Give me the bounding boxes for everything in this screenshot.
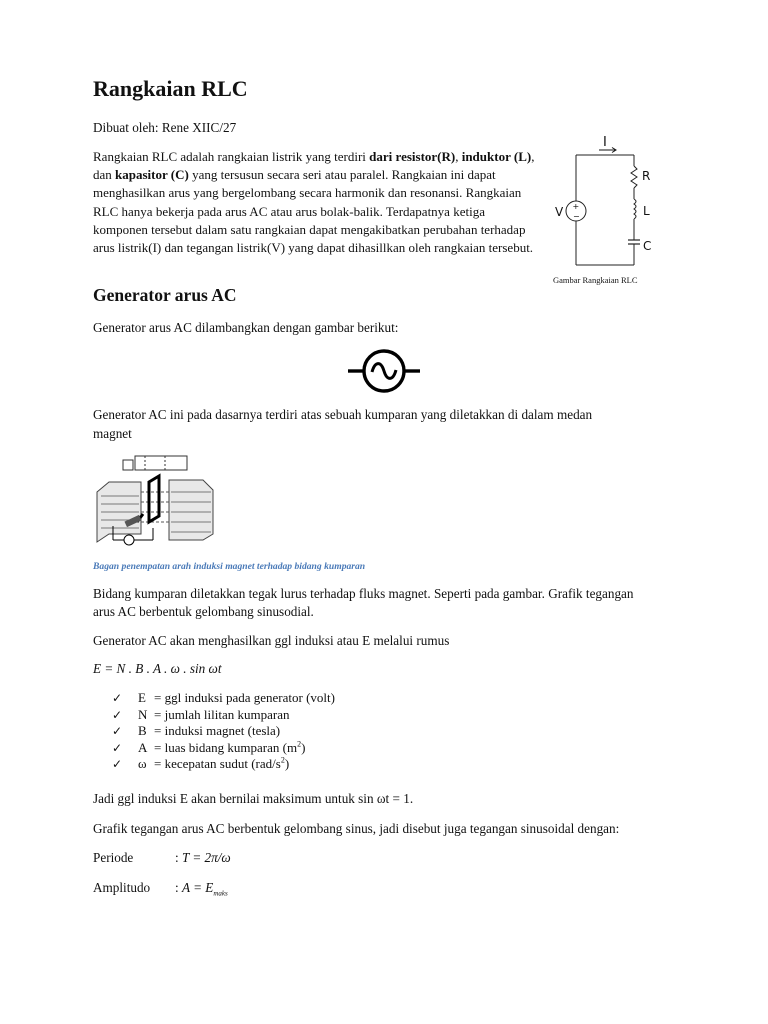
intro-text-1: Rangkaian RLC adalah rangkaian listrik yang terdiri [93, 149, 370, 164]
circuit-caption: Gambar Rangkaian RLC [553, 275, 638, 285]
circuit-label-r: R [642, 169, 651, 183]
list-item: ✓ B = induksi magnet (tesla) [112, 723, 281, 738]
periode-expr: T = 2π/ω [181, 850, 231, 865]
author-line: Dibuat oleh: Rene XIIC/27 [93, 120, 237, 135]
source-minus-sign: − [573, 212, 580, 221]
formula-ggl: E = N . B . A . ω . sin ωt [93, 661, 222, 676]
paragraph-kumparan-line1: Bidang kumparan diletakkan tegak lurus terhadap fluks magnet. Seperti pada gambar. Grafik tegangan [93, 586, 634, 601]
amplitudo-line: Amplitudo : $A = E_{maks}$ [93, 880, 228, 898]
check-icon: ✓ [112, 707, 123, 722]
section-title: Generator arus AC [93, 285, 237, 305]
list-item: ✓ N = jumlah lilitan kumparan [112, 706, 290, 722]
intro-text-2: , [455, 149, 462, 164]
page-title: Rangkaian RLC [93, 76, 248, 101]
check-icon: ✓ [112, 740, 123, 755]
circuit-label-c: C [643, 239, 652, 253]
check-icon: ✓ [112, 757, 123, 771]
intro-text-3: , dan [93, 149, 535, 183]
intro-text-4: yang tersusun secara seri atau paralel. Rangkaian ini dapat menghasilkan arus yang bergelombang secara harmonik dan resonansi. Rangkaian RLC hanya bekerja pada arus AC atau arus bolak-balik. Terdapatnya ketiga komponen tersebut dalam satu rangkaian dapat mengakibatkan perubahan terhadap arus listrik(I) dan tegangan listrik(V) yang dapat dihasillkan oleh rangkaian tersebut. [93, 167, 534, 256]
source-plus-sign: + [572, 202, 580, 211]
paragraph-rumus-intro: Generator AC akan menghasilkan ggl induksi atau E melalui rumus [93, 633, 450, 648]
paragraph-generator-line1: Generator AC ini pada dasarnya terdiri atas sebuah kumparan yang diletakkan di dalam medan [93, 407, 593, 422]
ac-generator-symbol [346, 346, 422, 396]
periode-label: Periode [93, 850, 134, 865]
intro-bold-resistor: dari resistor(R) [369, 149, 456, 164]
intro-bold-induktor: induktor (L) [461, 149, 532, 164]
list-item: ✓ ω = kecepatan sudut $(rad/s^2)$ [112, 755, 290, 771]
amplitudo-expr: A = E [181, 880, 214, 895]
circuit-label-l: L [643, 204, 650, 218]
rlc-circuit-diagram [545, 128, 675, 273]
amplitudo-label: Amplitudo [93, 880, 151, 895]
paragraph-symbol-intro: Generator arus AC dilambangkan dengan gambar berikut: [93, 320, 399, 335]
check-icon: ✓ [112, 724, 123, 738]
circuit-label-v: V [555, 205, 564, 219]
circuit-label-i: I [603, 135, 607, 150]
paragraph-kumparan-line2: arus AC berbentuk gelombang sinusodial. [93, 604, 314, 619]
intro-paragraph [93, 148, 538, 257]
periode-line: Periode : T = 2π/ω [93, 850, 231, 865]
generator-coil-illustration [93, 452, 217, 552]
list-item: ✓ A = luas bidang kumparan $(m^2)$ [112, 739, 306, 755]
paragraph-maksimum: Jadi ggl induksi E akan bernilai maksimum untuk sin ωt = 1. [93, 791, 414, 806]
generator-caption: Bagan penempatan arah induksi magnet terhadap bidang kumparan [93, 561, 366, 572]
list-item: ✓ E = ggl induksi pada generator (volt) [112, 690, 335, 705]
inductor-symbol [634, 199, 636, 219]
paragraph-generator-line2: magnet [93, 426, 132, 441]
variable-list [112, 690, 335, 773]
check-icon: ✓ [112, 691, 123, 705]
resistor-symbol [631, 166, 637, 188]
intro-bold-kapasitor: kapasitor (C) [115, 167, 189, 183]
paragraph-sinusoidal: Grafik tegangan arus AC berbentuk gelombang sinus, jadi disebut juga tegangan sinusoidal dengan: [93, 821, 620, 836]
